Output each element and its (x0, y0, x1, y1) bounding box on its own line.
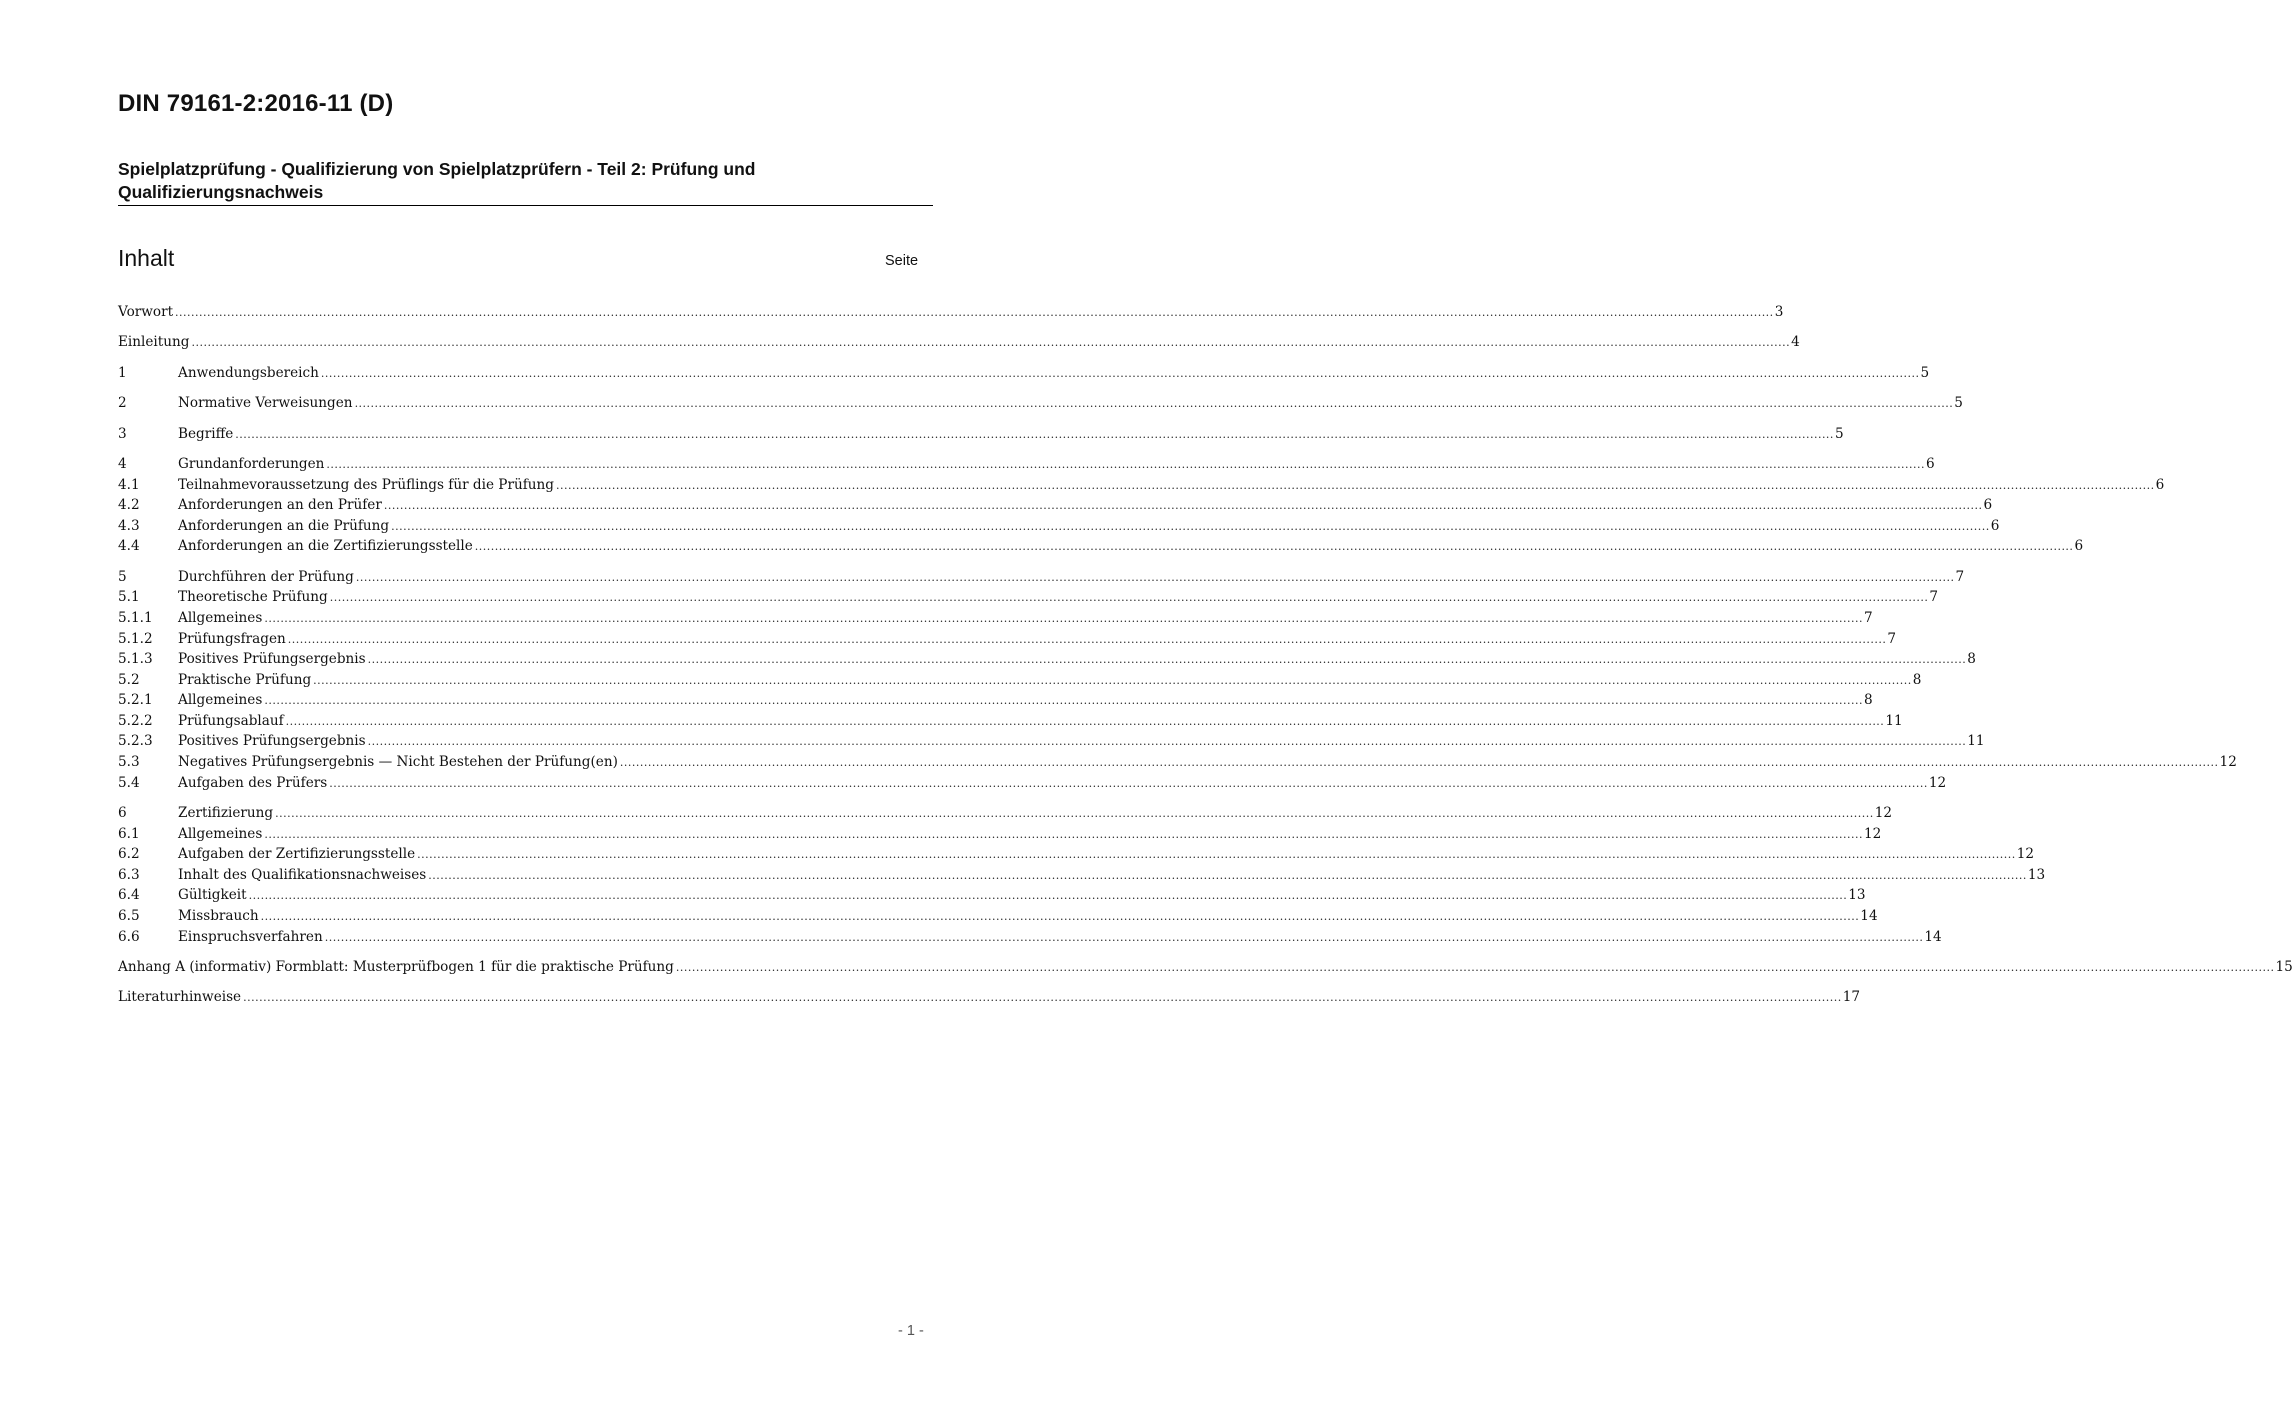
dot-leader: ................................................................................................................................................................................................................................................................................................................................................................................................................ (417, 848, 2016, 862)
toc-entry-number: 5.4 (118, 774, 140, 791)
toc-entry-number: 5.3 (118, 754, 140, 771)
toc-entry-number: 2 (118, 395, 127, 412)
toc-entry-number: 6.1 (118, 825, 140, 842)
toc-entry-page: 7 (1863, 609, 1873, 626)
dot-leader: ................................................................................................................................................................................................................................................................................................................................................................................................................ (675, 961, 2275, 974)
toc-entry-title: Positives Prüfungsergebnis (178, 733, 366, 750)
toc-entry[interactable] (118, 424, 1844, 445)
toc-entry-number: 6.5 (118, 908, 140, 925)
toc-entry-number: 5 (118, 568, 127, 585)
toc-entry-page: 5 (1920, 364, 1930, 381)
toc-entry[interactable] (118, 629, 1897, 650)
toc-entry-page: 11 (1967, 733, 1985, 750)
toc-entry-title: Gültigkeit (178, 887, 247, 904)
toc-entry-number: 4.2 (118, 497, 140, 514)
toc-entry[interactable] (118, 332, 1800, 353)
toc-entry-title: Missbrauch (178, 908, 259, 925)
toc-entry-title: Allgemeines (178, 825, 263, 842)
dot-leader: ................................................................................................................................................................................................................................................................................................................................................................................................................ (320, 366, 1920, 380)
dot-leader: ................................................................................................................................................................................................................................................................................................................................................................................................................ (619, 756, 2219, 770)
toc-entry-page: 17 (1842, 989, 1861, 1006)
toc-entry-page: 6 (2074, 538, 2084, 555)
dot-leader: ................................................................................................................................................................................................................................................................................................................................................................................................................ (264, 694, 1863, 708)
subtitle-line-1: Spielplatzprüfung - Qualifizierung von Spielplatzprüfern - Teil 2: Prüfung und (118, 159, 756, 179)
dot-leader: ................................................................................................................................................................................................................................................................................................................................................................................................................ (326, 457, 1926, 471)
dot-leader: ................................................................................................................................................................................................................................................................................................................................................................................................................ (264, 827, 1863, 841)
toc-entry-title: Teilnahmevoraussetzung des Prüflings für die Prüfung (178, 476, 554, 493)
toc-entry[interactable] (118, 844, 2035, 865)
toc-entry[interactable] (118, 536, 2084, 557)
toc-entry-page: 6 (1983, 497, 1993, 514)
toc-entry-title: Grundanforderungen (178, 455, 325, 472)
toc-entry-number: 5.1.2 (118, 630, 153, 647)
toc-heading: Inhalt (118, 245, 175, 271)
toc-entry-title: Einleitung (118, 334, 190, 351)
toc-entry-number: 3 (118, 425, 127, 442)
toc-entry-number: 6.4 (118, 887, 140, 904)
toc-entry[interactable] (118, 773, 1947, 794)
toc-entry[interactable] (118, 690, 1873, 711)
toc-entry-page: 13 (1848, 887, 1866, 904)
toc-entry-page: 8 (1863, 692, 1873, 709)
toc-entry[interactable] (118, 865, 2046, 886)
toc-entry[interactable] (118, 803, 1893, 824)
toc-entry[interactable] (118, 567, 1965, 588)
toc-entry[interactable] (118, 885, 1866, 906)
dot-leader: ................................................................................................................................................................................................................................................................................................................................................................................................................ (175, 306, 1774, 319)
toc-entry-page: 15 (2275, 959, 2293, 975)
toc-entry-page: 13 (2027, 866, 2046, 883)
toc-entry[interactable] (118, 649, 1976, 670)
dot-leader: ................................................................................................................................................................................................................................................................................................................................................................................................................ (355, 570, 1955, 584)
toc-entry-title: Praktische Prüfung (178, 671, 312, 688)
toc-entry-page: 14 (1924, 928, 1942, 945)
table-of-contents (118, 302, 2293, 1008)
toc-entry-title: Durchführen der Prüfung (178, 568, 354, 585)
toc-entry-title: Normative Verweisungen (178, 395, 353, 412)
toc-entry[interactable] (118, 475, 2165, 496)
toc-entry-title: Aufgaben der Zertifizierungsstelle (178, 846, 416, 863)
toc-entry-number: 6.3 (118, 866, 140, 883)
dot-leader: ................................................................................................................................................................................................................................................................................................................................................................................................................ (555, 478, 2155, 492)
toc-entry-title: Anhang A (informativ) Formblatt: Musterprüfbogen 1 für die praktische Prüfung (118, 959, 674, 975)
toc-entry-title: Anwendungsbereich (178, 364, 319, 381)
toc-entry-number: 4.4 (118, 538, 140, 555)
toc-entry-page: 12 (2219, 754, 2237, 771)
dot-leader: ................................................................................................................................................................................................................................................................................................................................................................................................................ (367, 735, 1967, 749)
dot-leader: ................................................................................................................................................................................................................................................................................................................................................................................................................ (285, 714, 1885, 728)
toc-entry-title: Einspruchsverfahren (178, 928, 323, 945)
toc-entry-title: Allgemeines (178, 692, 263, 709)
toc-entry-page: 6 (2155, 476, 2165, 493)
dot-leader: ................................................................................................................................................................................................................................................................................................................................................................................................................ (367, 653, 1967, 667)
toc-entry-page: 12 (1928, 774, 1947, 791)
toc-entry-number: 6.2 (118, 846, 140, 863)
dot-leader: ................................................................................................................................................................................................................................................................................................................................................................................................................ (243, 991, 1842, 1005)
toc-entry-title: Prüfungsfragen (178, 630, 286, 647)
dot-leader: ................................................................................................................................................................................................................................................................................................................................................................................................................ (329, 776, 1928, 790)
dot-leader: ................................................................................................................................................................................................................................................................................................................................................................................................................ (260, 910, 1860, 924)
dot-leader: ................................................................................................................................................................................................................................................................................................................................................................................................................ (191, 336, 1791, 350)
page-column-label: Seite (885, 253, 919, 269)
toc-entry-title: Anforderungen an den Prüfer (178, 497, 382, 514)
toc-entry-page: 3 (1774, 304, 1784, 320)
dot-leader: ................................................................................................................................................................................................................................................................................................................................................................................................................ (313, 673, 1912, 687)
subtitle-line-2: Qualifizierungsnachweis (118, 182, 324, 202)
toc-entry[interactable] (118, 711, 1903, 732)
toc-entry-number: 5.2.2 (118, 712, 153, 729)
toc-entry-title: Prüfungsablauf (178, 712, 284, 729)
toc-entry-title: Inhalt des Qualifikationsnachweises (178, 866, 427, 883)
footer-page-number: - 1 - (898, 1323, 924, 1339)
toc-entry-title: Negatives Prüfungsergebnis — Nicht Bestehen der Prüfung(en) (178, 754, 618, 771)
toc-entry-title: Zertifizierung (178, 805, 274, 822)
toc-entry-number: 5.1.1 (118, 609, 153, 626)
toc-entry-title: Vorwort (118, 304, 174, 320)
dot-leader: ................................................................................................................................................................................................................................................................................................................................................................................................................ (248, 889, 1848, 903)
document-title: DIN 79161-2:2016-11 (D) (118, 90, 394, 117)
dot-leader: ................................................................................................................................................................................................................................................................................................................................................................................................................ (383, 499, 1983, 513)
toc-entry-page: 12 (1863, 825, 1882, 842)
toc-entry-title: Allgemeines (178, 609, 263, 626)
toc-entry-title: Anforderungen an die Zertifizierungsstelle (178, 538, 473, 555)
toc-entry[interactable] (118, 393, 1963, 414)
toc-entry-title: Aufgaben des Prüfers (178, 774, 328, 791)
toc-entry[interactable] (118, 587, 1939, 608)
toc-entry-page: 7 (1955, 568, 1965, 585)
dot-leader: ................................................................................................................................................................................................................................................................................................................................................................................................................ (474, 540, 2074, 554)
toc-entry-page: 12 (1874, 805, 1893, 822)
dot-leader: ................................................................................................................................................................................................................................................................................................................................................................................................................ (329, 591, 1929, 605)
toc-entry-number: 1 (118, 364, 127, 381)
toc-entry-page: 11 (1885, 712, 1903, 729)
toc-entry-number: 5.1 (118, 589, 140, 606)
toc-entry-page: 12 (2016, 846, 2035, 863)
toc-entry-number: 6 (118, 805, 127, 822)
toc-entry[interactable] (118, 495, 1993, 516)
toc-entry-title: Theoretische Prüfung (178, 589, 328, 606)
toc-entry[interactable] (118, 927, 1942, 948)
toc-entry[interactable] (118, 363, 1930, 384)
toc-entry[interactable] (118, 957, 2293, 978)
toc-entry-page: 6 (1990, 517, 2000, 534)
toc-entry[interactable] (118, 752, 2237, 773)
toc-entry[interactable] (118, 516, 2000, 537)
toc-entry-title: Positives Prüfungsergebnis (178, 651, 366, 668)
toc-entry-title: Literaturhinweise (118, 989, 242, 1006)
toc-entry[interactable] (118, 731, 1985, 752)
toc-entry-page: 6 (1926, 455, 1935, 472)
dot-leader: ................................................................................................................................................................................................................................................................................................................................................................................................................ (235, 427, 1834, 441)
toc-entry-page: 8 (1912, 671, 1922, 688)
toc-entry-number: 5.2.3 (118, 733, 153, 750)
toc-entry[interactable] (118, 302, 1784, 323)
toc-entry[interactable] (118, 987, 1861, 1008)
toc-entry-page: 7 (1929, 589, 1939, 606)
dot-leader: ................................................................................................................................................................................................................................................................................................................................................................................................................ (287, 632, 1887, 646)
toc-entry[interactable] (118, 824, 1882, 845)
toc-entry-number: 5.2.1 (118, 692, 153, 709)
dot-leader: ................................................................................................................................................................................................................................................................................................................................................................................................................ (391, 519, 1990, 533)
toc-entry-page: 5 (1834, 425, 1844, 442)
toc-entry-page: 4 (1791, 334, 1800, 351)
toc-entry-number: 6.6 (118, 928, 140, 945)
toc-entry[interactable] (118, 906, 1878, 927)
toc-entry-number: 4.3 (118, 517, 140, 534)
dot-leader: ................................................................................................................................................................................................................................................................................................................................................................................................................ (264, 611, 1863, 625)
toc-entry[interactable] (118, 608, 1873, 629)
toc-entry-page: 5 (1954, 395, 1963, 412)
toc-entry-title: Anforderungen an die Prüfung (178, 517, 390, 534)
toc-entry-number: 5.1.3 (118, 651, 153, 668)
dot-leader: ................................................................................................................................................................................................................................................................................................................................................................................................................ (324, 930, 1924, 944)
toc-entry-title: Begriffe (178, 425, 234, 442)
toc-entry[interactable] (118, 670, 1922, 691)
document-subtitle (118, 158, 933, 206)
dot-leader: ................................................................................................................................................................................................................................................................................................................................................................................................................ (428, 868, 2027, 882)
toc-entry-number: 4.1 (118, 476, 140, 493)
toc-entry[interactable] (118, 454, 1935, 475)
toc-entry-page: 8 (1967, 651, 1976, 668)
toc-entry-number: 4 (118, 455, 127, 472)
toc-entry-number: 5.2 (118, 671, 140, 688)
toc-entry-page: 7 (1887, 630, 1897, 647)
toc-entry-page: 14 (1860, 908, 1878, 925)
dot-leader: ................................................................................................................................................................................................................................................................................................................................................................................................................ (354, 397, 1954, 411)
dot-leader: ................................................................................................................................................................................................................................................................................................................................................................................................................ (275, 807, 1874, 821)
